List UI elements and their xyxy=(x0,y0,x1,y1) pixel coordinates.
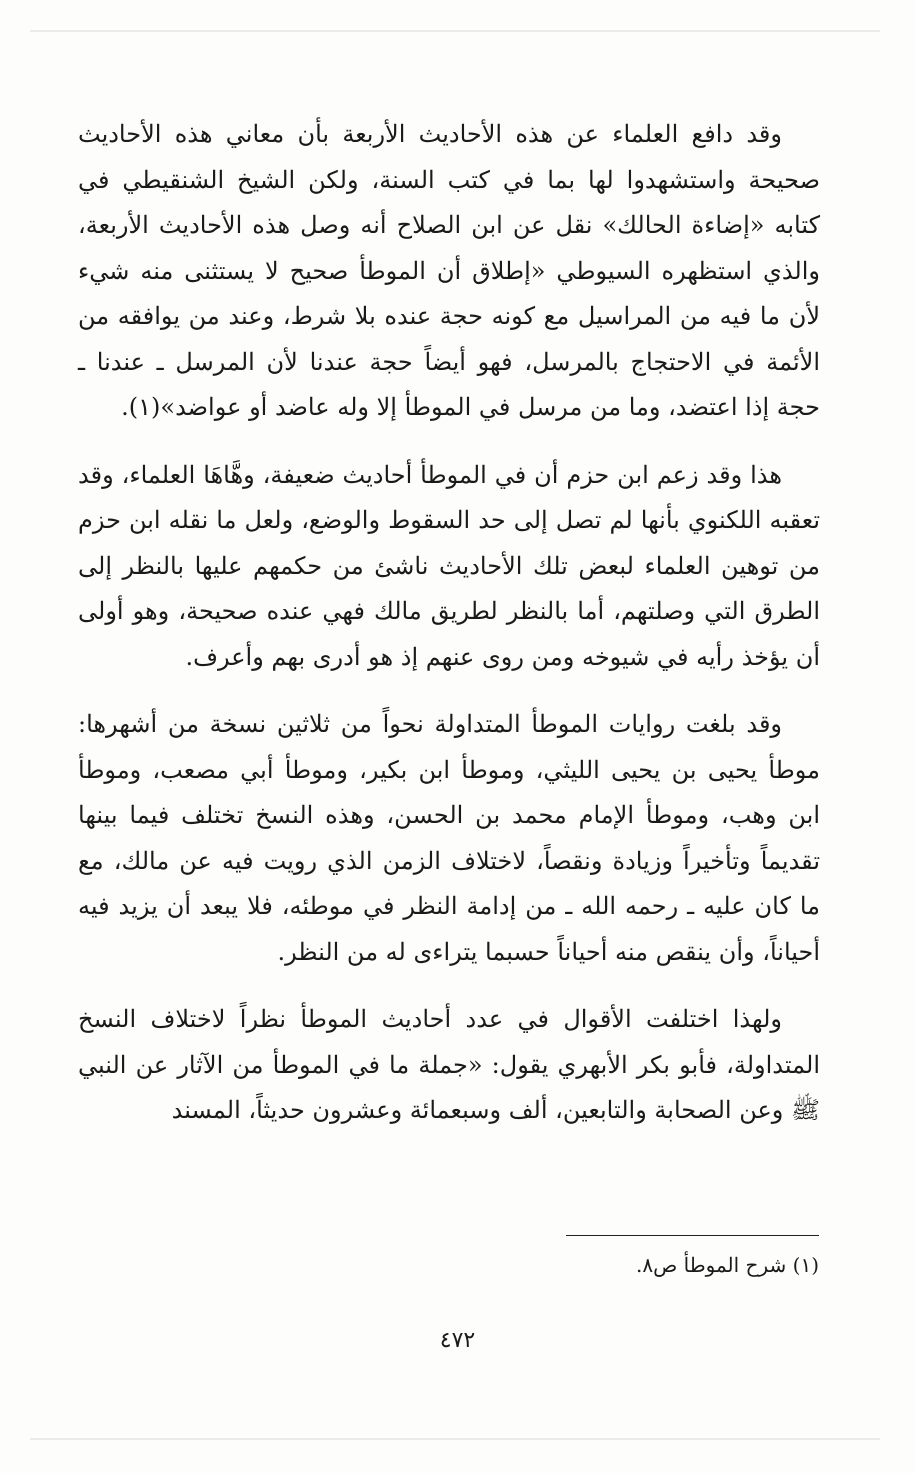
paragraph-4: ولهذا اختلفت الأقوال في عدد أحاديث الموطأ نظراً لاختلاف النسخ المتداولة، فأبو بكر الأبهري يقول: «جملة ما في الموطأ من الآثار عن النبي ﷺ وعن الصحابة والتابعين، ألف وسبعمائة وعشرون حديثاً، المسند xyxy=(78,1005,820,1124)
scan-edge-bottom xyxy=(30,1438,880,1440)
scan-edge-top xyxy=(30,30,880,32)
paragraph-3: وقد بلغت روايات الموطأ المتداولة نحواً من ثلاثين نسخة من أشهرها: موطأ يحيى بن يحيى الليثي، وموطأ ابن بكير، وموطأ أبي مصعب، وموطأ ابن وهب، وموطأ الإمام محمد بن الحسن، وهذه النسخ تختلف فيما بينها تقديماً وتأخيراً وزيادة ونقصاً، لاختلاف الزمن الذي رويت فيه عن مالك، مع ما كان عليه ـ رحمه الله ـ من إدامة النظر في موطئه، فلا يبعد أن يزيد فيه أحياناً، وأن ينقص منه أحياناً حسبما يتراءى له من النظر. xyxy=(78,710,820,966)
paragraph-2: هذا وقد زعم ابن حزم أن في الموطأ أحاديث ضعيفة، وهَّاهَا العلماء، وقد تعقبه اللكنوي بأنها لم تصل إلى حد السقوط والوضع، ولعل ما نقله ابن حزم من توهين العلماء لبعض تلك الأحاديث ناشئ من حكمهم عليها بالنظر إلى الطرق التي وصلتهم، أما بالنظر لطريق مالك فهي عنده صحيحة، وهو أولى أن يؤخذ رأيه في شيوخه ومن روى عنهم إذ هو أدرى بهم وأعرف. xyxy=(78,460,820,671)
paragraph-1: وقد دافع العلماء عن هذه الأحاديث الأربعة بأن معاني هذه الأحاديث صحيحة واستشهدوا لها بما في كتب السنة، ولكن الشيخ الشنقيطي في كتابه «إضاءة الحالك» نقل عن ابن الصلاح أنه وصل هذه الأحاديث الأربعة، والذي استظهره السيوطي «إطلاق أن الموطأ صحيح لا يستثنى منه شيء لأن ما فيه من المراسيل مع كونه حجة عنده بلا شرط، وعند من يوافقه من الأئمة في الاحتجاج بالمرسل، فهو أيضاً حجة عندنا لأن المرسل ـ عندنا ـ حجة إذا اعتضد، وما من مرسل في الموطأ إلا وله عاضد أو عواضد»(١). xyxy=(78,120,821,421)
footnote-1: (١) شرح الموطأ ص٨. xyxy=(636,1253,819,1277)
main-text xyxy=(78,112,820,1156)
footnote-divider xyxy=(566,1235,819,1236)
page-number: ٤٧٢ xyxy=(439,1328,476,1353)
